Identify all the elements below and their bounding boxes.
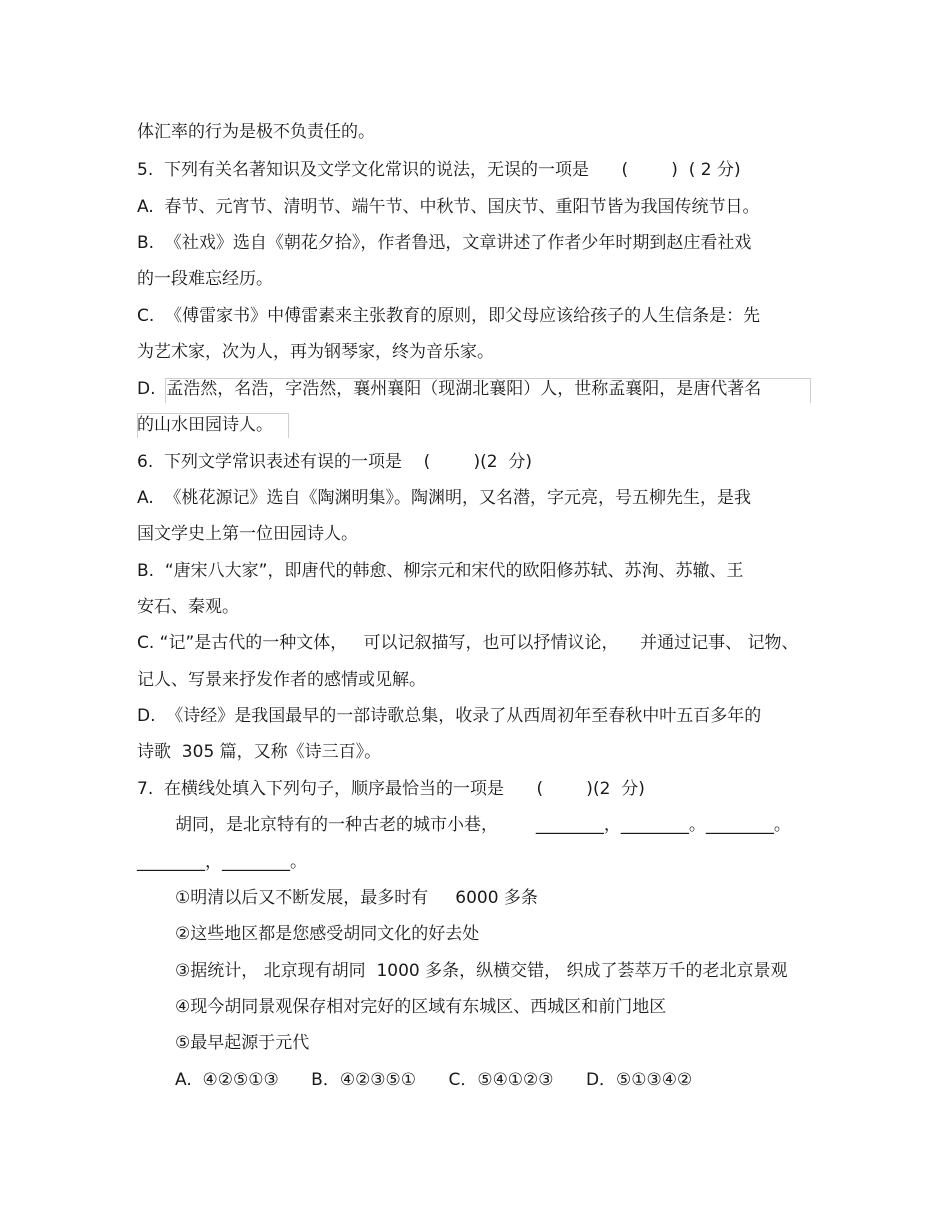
- q7-sentence-1: ①明清以后又不断发展，最多时有 6000 多条: [175, 888, 538, 908]
- q6-option-b-cont: 安石、秦观。: [137, 597, 239, 617]
- q5-option-a: A. 春节、元宵节、清明节、端午节、中秋节、国庆节、重阳节皆为我国传统节日。: [137, 197, 760, 217]
- q5-option-d: D. 孟浩然，名浩，字浩然，襄州襄阳（现湖北襄阳）人，世称孟襄阳，是唐代著名: [137, 379, 762, 399]
- q7-sentence-5: ⑤最早起源于元代: [175, 1033, 310, 1053]
- q6-option-d: D. 《诗经》是我国最早的一部诗歌总集，收录了从西周初年至春秋中叶五百多年的: [137, 706, 762, 726]
- q6-option-c: C. “记”是古代的一种文体， 可以记叙描写，也可以抒情议论， 并通过记事、 记物、: [137, 633, 799, 653]
- q7-sentence-3: ③据统计， 北京现有胡同 1000 多条，纵横交错， 织成了荟萃万千的老北京景观: [175, 961, 788, 981]
- q5-option-d-cont: 的山水田园诗人。: [137, 415, 273, 435]
- q6-option-b: B. “唐宋八大家”，即唐代的韩愈、柳宗元和宋代的欧阳修苏轼、苏洵、苏辙、王: [137, 561, 744, 581]
- question-7: 7. 在横线处填入下列句子，顺序最恰当的一项是 ( )(2 分): [137, 779, 645, 799]
- question-5: 5. 下列有关名著知识及文学文化常识的说法，无误的一项是 ( ) ( 2 分): [137, 160, 741, 180]
- q7-sentence-4: ④现今胡同景观保存相对完好的区域有东城区、西城区和前门地区: [175, 997, 667, 1017]
- q7-passage: 胡同，是北京特有的一种古老的城市小巷， ________，________。________。: [175, 815, 791, 835]
- q6-option-c-cont: 记人、写景来抒发作者的感情或见解。: [137, 670, 426, 690]
- q6-option-d-cont: 诗歌 305 篇，又称《诗三百》。: [137, 742, 382, 762]
- q6-option-a-cont: 国文学史上第一位田园诗人。: [137, 524, 358, 544]
- q5-option-b: B. 《社戏》选自《朝花夕拾》，作者鲁迅，文章讲述了作者少年时期到赵庄看社戏: [137, 233, 752, 253]
- q5-option-c-cont: 为艺术家，次为人，再为钢琴家，终为音乐家。: [137, 342, 494, 362]
- text-line-1: 体汇率的行为是极不负责任的。: [137, 122, 375, 142]
- q6-option-a: A. 《桃花源记》选自《陶渊明集》。陶渊明，又名潜，字元亮，号五柳先生，是我: [137, 488, 752, 508]
- q5-option-c: C. 《傅雷家书》中傅雷素来主张教育的原则，即父母应该给孩子的人生信条是：先: [137, 306, 761, 326]
- q7-passage-cont: ________，________。: [137, 852, 307, 872]
- q7-options: A. ④②⑤①③ B．④②③⑤① C．⑤④①②③ D．⑤①③④②: [175, 1070, 693, 1090]
- q7-sentence-2: ②这些地区都是您感受胡同文化的好去处: [175, 924, 480, 944]
- q5-option-b-cont: 的一段难忘经历。: [137, 269, 273, 289]
- question-6: 6. 下列文学常识表述有误的一项是 ( )(2 分): [137, 452, 533, 472]
